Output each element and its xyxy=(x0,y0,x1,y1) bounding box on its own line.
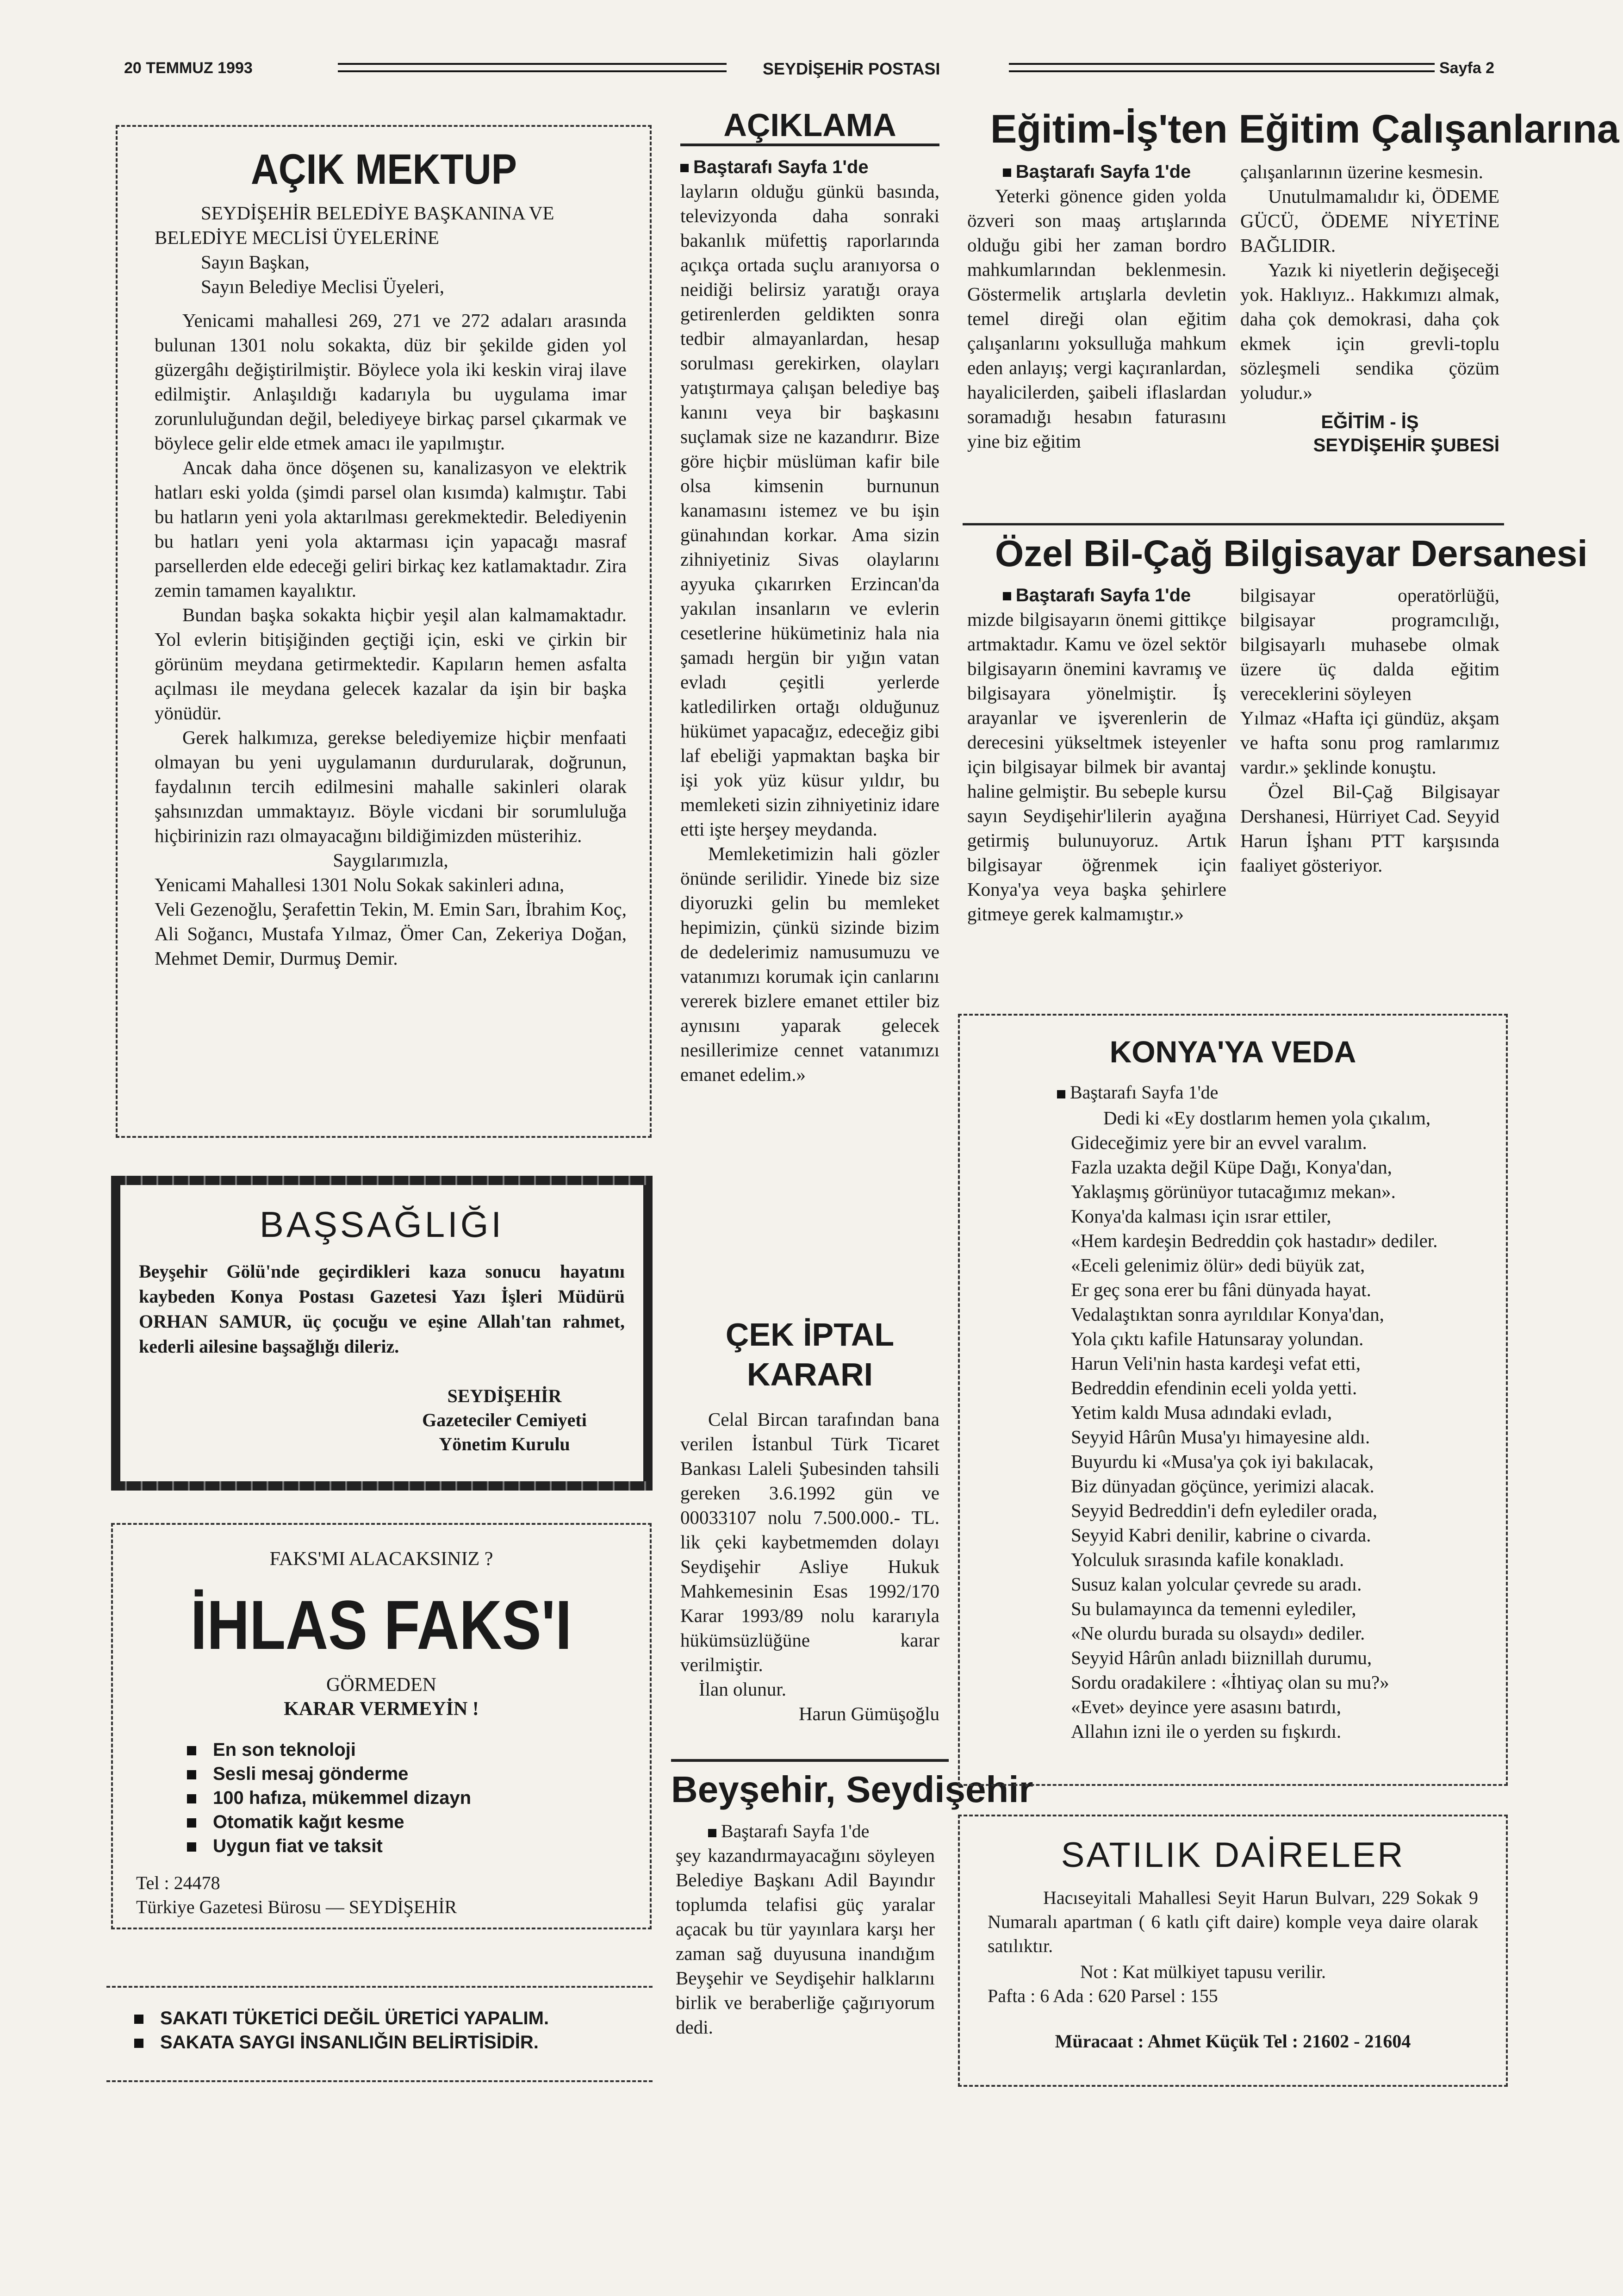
bilcag-col2: Yılmaz «Hafta içi gündüz, akşam ve hafta sonu prog ramlarımız vardır.» şeklinde konuştu. xyxy=(1240,707,1499,778)
open-letter-recipient: SEYDİŞEHİR BELEDİYE BAŞKANINA VE BELEDİYE MECLİSİ ÜYELERİNE xyxy=(155,202,554,248)
bilcag-col2-pre: bilgisayar operatörlüğü, bilgisayar programcılığı, bilgisayarlı muhasebe olmak üzere üç dalda eğitim vereceklerini söyleyen xyxy=(1240,585,1499,704)
egitim-sign-2: SEYDİŞEHİR ŞUBESİ xyxy=(1313,435,1499,455)
ihlas-slogan-1: GÖRMEDEN xyxy=(326,1674,436,1696)
open-letter-signatories: Veli Gezenoğlu, Şerafettin Tekin, M. Emin Sarı, İbrahim Koç, Ali Soğancı, Mustafa Yılmaz, Ömer Can, Zekeriya Doğan, Mehmet Demir, Durmuş Demir. xyxy=(155,898,627,969)
check-text: Celal Bircan tarafından bana verilen İstanbul Türk Ticaret Bankası Laleli Şubesinden tahsili gereken 3.6.1992 gün ve 00033107 nolu 7.500.000.- TL. lik çeki kaybetmemden dolayı Seydişehir Asliye Hukuk Mahkemesinin Esas 1992/170 Karar 1993/89 nolu kararıyla hükümsüzlüğüne karar verilmiştir. xyxy=(680,1409,939,1675)
poem-line: Seyyid Hârûn anladı biiznillah durumu, xyxy=(1071,1647,1372,1668)
bullet-icon xyxy=(187,1770,196,1779)
poem-line: Yetim kaldı Musa adındaki evladı, xyxy=(1071,1402,1332,1423)
ihlas-tel: Tel : 24478 xyxy=(136,1872,220,1893)
poem-line: Fazla uzakta değil Küpe Dağı, Konya'dan, xyxy=(1071,1156,1392,1178)
egitim-col2c: Yazık ki niyetlerin değişeceği yok. Haklıyız.. Hakkımızı almak, daha çok demokrasi, daha çok ekmek için grevli-toplu sözleşmeli sendika çözüm yoludur.» xyxy=(1240,259,1499,403)
for-sale-text: Hacıseyitali Mahallesi Seyit Harun Bulvarı, 229 Sokak 9 Numaralı apartman ( 6 katlı çift daire) komple veya daire olarak satılıktır. xyxy=(988,1887,1478,1956)
condolence-top-border xyxy=(111,1176,653,1185)
poem-line: Gideceğimiz yere bir an evvel varalım. xyxy=(1071,1132,1367,1153)
open-letter-paragraph: Gerek halkımıza, gerekse belediyemize hiçbir menfaati olmayan bu yeni uygulamanın durdurularak, doğrunun, faydalının tercih edilmesini mahalle sakinleri olarak şahsınızdan ummaktayız. Böyle vicdani bir sorumluluğa hiçbirinizin razı olmayacağını bildiğimizden müsterihiz. xyxy=(155,727,627,846)
open-letter-paragraph: Yenicami mahallesi 269, 271 ve 272 adaları arasında bulunan 1301 nolu sokakta, düz bir şekilde giden yol güzergâhı değiştirilmiştir. Böylece yola iki keskin viraj ilave edilmiştir. Anlaşıldığı kadarıyla bu uygulama imar zorunluluğundan değil, belediyeye birkaç parsel çıkarmak ve böylece gelir elde etmek amacı ile yapılmıştır. xyxy=(155,310,627,454)
condolence-sign-3: Yönetim Kurulu xyxy=(439,1434,570,1454)
bilcag-top-rule xyxy=(963,523,1504,525)
bullet-icon xyxy=(1003,168,1011,177)
egitim-col1: Yeterki gönence giden yolda özveri son maaş artışlarında olduğu gibi her zaman bordro mahkumlarından beklenmesin. Göstermelik artışlarla devletin temel direği olan eğitim çalışanlarını yoksulluğa mahkum eden anlayış; vergi kaçıranlardan, hayalicilerden, şaibeli iflaslardan soramadığı hesabın faturasını yine biz eğitim xyxy=(967,185,1226,452)
open-letter-paragraph: Bundan başka sokakta hiçbir yeşil alan kalmamaktadır. Yol evlerin bitişiğinden geçtiği için, eski ve çirkin bir görünüm meydana getirmektedir. Kapıların hemen asfalta açılması ile meydana gelecek kazalar da işin bir başka yönüdür. xyxy=(155,604,627,724)
bullet-icon xyxy=(680,164,689,172)
egitim-sign-1: EĞİTİM - İŞ xyxy=(1321,412,1419,432)
slogan-item: SAKATI TÜKETİCİ DEĞİL ÜRETİCİ YAPALIM. xyxy=(134,2006,549,2030)
open-letter-title-wrap xyxy=(118,145,650,194)
bullet-icon xyxy=(1057,1090,1065,1098)
aciklama-text: layların olduğu günkü basında, televizyonda daha sonraki bakanlık müfettiş raporlarında açıkça ortada suçlu aranıyorsa o neidiği belirsiz yaratığı oraya getirenlerden geldikten sonra tedbir almayanlardan, hesap sorulması gerekirken, olayları yatıştırmaya çalışan belediye baş kanını veya bir başkasını suçlamak size ne kazandırır. Bize göre hiçbir müslüman kafir bile olsa kimsenin burnunun kanamasını istemez ve bu işin günahından korkar. Ama sizin zihniyetiniz Sivas olaylarını ayyuka çıkarırken Erzincan'da yakılan insanların ve evlerin cesetlerine hükümetiniz hala nia şamadı hergün bir yığın vatan evladı çeşitli yerlerde katledilirken ortağı olduğunuz hükümet yapacağız, edeceğiz gibi laf ebeliği yapmaktan başka bir işi yok yüz küsur yıldır, bu memleketi sizin zihniyetiniz idare etti işte herşey meydanda. xyxy=(680,181,939,840)
bilcag-title: Özel Bil-Çağ Bilgisayar Dersanesi xyxy=(995,533,1588,574)
poem-line: Er geç sona erer bu fâni dünyada hayat. xyxy=(1071,1279,1371,1300)
poem-line: Allahın izni ile o yerden su fışkırdı. xyxy=(1071,1721,1342,1742)
beysehir-lead: Baştarafı Sayfa 1'de xyxy=(708,1819,935,1843)
poem-line: Yaklaşmış görünüyor tutacağımız mekan». xyxy=(1071,1181,1396,1202)
poem-line: Bedreddin efendinin eceli yolda yetti. xyxy=(1071,1377,1357,1398)
beysehir-title: Beyşehir, Seydişehir xyxy=(671,1769,1033,1810)
poem-line: Seyyid Bedreddin'i defn eylediler orada, xyxy=(1071,1500,1378,1521)
open-letter-paragraph: Ancak daha önce döşenen su, kanalizasyon ve elektrik hatları eski yolda (şimdi parsel olan kısımda) kalmıştır. Tabi bu hatların yeni yola aktarılması gerekmektedir. Belediyenin bu hatları yeni yola aktarması için yapacağı masraf parsellerden elde edeceği geliri birkaç kez katlamaktadır. Zira zemin tamamen kayalıktır. xyxy=(155,457,627,601)
poem-line: «Ne olurdu burada su olsaydı» dediler. xyxy=(1071,1622,1365,1644)
bullet-icon xyxy=(134,2039,143,2048)
poem-line: Yolculuk sırasında kafile konakladı. xyxy=(1071,1549,1344,1570)
ihlas-feature: En son teknoloji xyxy=(187,1738,471,1762)
egitim-lead: Baştarafı Sayfa 1'de xyxy=(967,160,1226,184)
open-letter-title: AÇIK MEKTUP xyxy=(250,146,517,193)
veda-title: KONYA'YA VEDA xyxy=(1109,1035,1356,1069)
bullet-icon xyxy=(708,1829,716,1837)
for-sale-contact: Müracaat : Ahmet Küçük Tel : 21602 - 21604 xyxy=(1055,2031,1411,2052)
bullet-icon xyxy=(187,1746,196,1755)
poem-line: «Evet» deyince yere asasını batırdı, xyxy=(1071,1696,1342,1717)
ihlas-fax-ad xyxy=(111,1523,652,1929)
slogan-box xyxy=(106,1986,653,2082)
header-rule-right xyxy=(1009,63,1435,72)
open-letter-box xyxy=(116,125,652,1138)
poem-line: Susuz kalan yolcular çevrede su aradı. xyxy=(1071,1573,1362,1595)
condolence-text: Beyşehir Gölü'nde geçirdikleri kaza sonucu hayatını kaybeden Konya Postası Gazetesi Yazı İşleri Müdürü ORHAN SAMUR, üç çocuğu ve eşine Allah'tan rahmet, kederli ailesine başsağlığı dileriz. xyxy=(139,1261,625,1357)
for-sale-parcel: Pafta : 6 Ada : 620 Parsel : 155 xyxy=(988,1985,1218,2006)
for-sale-title: SATILIK DAİRELER xyxy=(1061,1835,1405,1875)
check-title-2: KARARI xyxy=(746,1356,873,1392)
veda-poem xyxy=(1071,1106,1497,1744)
aciklama-lead: Baştarafı Sayfa 1'de xyxy=(680,155,939,179)
beysehir-text: şey kazandırmayacağını söyleyen Belediye Başkanı Adil Bayındır toplumda telafisi güç yaralar açacak bu tür yayınlara karşı her zaman sağ duyusuna inandığım Beyşehir ve Seydişehir halklarını birlik ve beraberliğe çağırıyorum dedi. xyxy=(676,1845,935,2038)
egitim-col2b: Unutulmamalıdır ki, ÖDEME GÜCÜ, ÖDEME NİYETİNE BAĞLIDIR. xyxy=(1240,186,1499,256)
bullet-icon xyxy=(1003,592,1011,600)
poem-line: Su bulamayınca da temenni eylediler, xyxy=(1071,1598,1356,1619)
ihlas-feature: 100 hafıza, mükemmel dizayn xyxy=(187,1786,471,1810)
poem-line: Seyyid Hârûn Musa'yı himayesine aldı. xyxy=(1071,1426,1370,1447)
check-title-1: ÇEK İPTAL xyxy=(725,1316,895,1353)
poem-line: Vedalaştıktan sonra ayrıldılar Konya'dan, xyxy=(1071,1304,1384,1325)
page-date: 20 TEMMUZ 1993 xyxy=(124,59,253,77)
ihlas-title: İHLAS FAKS'I xyxy=(191,1586,572,1664)
poem-line: Dedi ki «Ey dostlarım hemen yola çıkalım, xyxy=(1103,1107,1431,1129)
veda-poem-box xyxy=(958,1014,1508,1786)
condolence-sign-2: Gazeteciler Cemiyeti xyxy=(422,1410,587,1430)
poem-line: Harun Veli'nin hasta kardeşi vefat etti, xyxy=(1071,1353,1361,1374)
ihlas-feature: Uygun fiat ve taksit xyxy=(187,1834,471,1858)
header-rule-left xyxy=(338,63,727,72)
open-letter-closing: Saygılarımızla, xyxy=(333,849,448,871)
aciklama-title: AÇIKLAMA xyxy=(723,107,896,143)
ihlas-slogan-2: KARAR VERMEYİN ! xyxy=(284,1698,479,1720)
poem-line: Seyyid Kabri denilir, kabrine o civarda. xyxy=(1071,1524,1371,1546)
bilcag-col1: mizde bilgisayarın önemi gittikçe artmaktadır. Kamu ve özel sektör bilgisayarın önemini kavramış ve bilgisayara yönelmiştir. İş arayanlar ve işverenlerin de derecesini yükseltmek isteyenler için bilgisayar bilmek bir avantaj haline gelmiştir. Bu sebeple kursu sayın Seydişehir'lilerin ayağına getirmiş bulunuyoruz. Artık bilgisayar öğrenmek için Konya'ya veya başka şehirlere gitmeye gerek kalmamıştır.» xyxy=(967,609,1226,924)
slogan-item: SAKATA SAYGI İNSANLIĞIN BELİRTİSİDİR. xyxy=(134,2030,549,2054)
condolence-sign-1: SEYDİŞEHİR xyxy=(447,1385,562,1406)
paper-name: SEYDİŞEHİR POSTASI xyxy=(763,59,940,78)
condolence-title: BAŞSAĞLIĞI xyxy=(259,1204,504,1245)
beysehir-top-rule xyxy=(671,1759,949,1762)
poem-line: Buyurdu ki «Musa'ya çok iyi bakılacak, xyxy=(1071,1451,1374,1472)
check-ilan: İlan olunur. xyxy=(699,1678,787,1700)
for-sale-box xyxy=(958,1815,1508,2087)
poem-line: Konya'da kalması için ısrar ettiler, xyxy=(1071,1205,1331,1227)
ihlas-feature: Otomatik kağıt kesme xyxy=(187,1810,471,1834)
condolence-bottom-border xyxy=(111,1481,653,1491)
ihlas-question: FAKS'MI ALACAKSINIZ ? xyxy=(269,1548,493,1570)
aciklama-text-2: Memleketimizin hali gözler önünde serilidir. Yinede biz size diyoruzki gelin bu memleket hepimizin, çünkü sizinde bizim de dedelerimiz namusumuzu ve vatanımızı korumak için canlarını vererek bizlere emanet ettiler biz aynısını yaparak gelecek nesillerimize cennet vatanımızı emanet edelim.» xyxy=(680,843,939,1085)
bullet-icon xyxy=(187,1818,196,1828)
poem-line: Yola çıktı kafile Hatunsaray yolundan. xyxy=(1071,1328,1364,1349)
egitim-title: Eğitim-İş'ten Eğitim Çalışanlarına xyxy=(990,107,1619,151)
bilcag-lead: Baştarafı Sayfa 1'de xyxy=(967,583,1226,607)
egitim-col2a: çalışanlarının üzerine kesmesin. xyxy=(1240,161,1483,182)
open-letter-signature-intro: Yenicami Mahallesi 1301 Nolu Sokak sakinleri adına, xyxy=(155,874,565,895)
poem-line: Biz dünyadan göçünce, yerimizi alacak. xyxy=(1071,1475,1374,1497)
veda-lead: Baştarafı Sayfa 1'de xyxy=(1057,1080,1218,1104)
bullet-icon xyxy=(187,1842,196,1852)
bilcag-col2-post: Özel Bil-Çağ Bilgisayar Dershanesi, Hürriyet Cad. Seyyid Harun İşhanı PTT karşısında faaliyet gösteriyor. xyxy=(1240,781,1499,876)
for-sale-note: Not : Kat mülkiyet tapusu verilir. xyxy=(1080,1961,1326,1982)
ihlas-feature: Sesli mesaj gönderme xyxy=(187,1762,471,1786)
ihlas-office: Türkiye Gazetesi Bürosu — SEYDİŞEHİR xyxy=(136,1897,457,1917)
poem-line: «Hem kardeşin Bedreddin çok hastadır» dediler. xyxy=(1071,1230,1438,1251)
aciklama-title-rule xyxy=(680,144,939,146)
open-letter-salute-2: Sayın Belediye Meclisi Üyeleri, xyxy=(201,276,445,297)
bullet-icon xyxy=(187,1794,196,1803)
page-number: Sayfa 2 xyxy=(1439,59,1495,77)
condolence-box xyxy=(111,1176,653,1491)
bullet-icon xyxy=(134,2015,143,2024)
poem-line: «Eceli gelenimiz ölür» dedi büyük zat, xyxy=(1071,1254,1365,1276)
check-signature: Harun Gümüşoğlu xyxy=(798,1703,939,1724)
open-letter-salute-1: Sayın Başkan, xyxy=(201,251,310,273)
poem-line: Sordu oradakilere : «İhtiyaç olan su mu?» xyxy=(1071,1672,1389,1693)
